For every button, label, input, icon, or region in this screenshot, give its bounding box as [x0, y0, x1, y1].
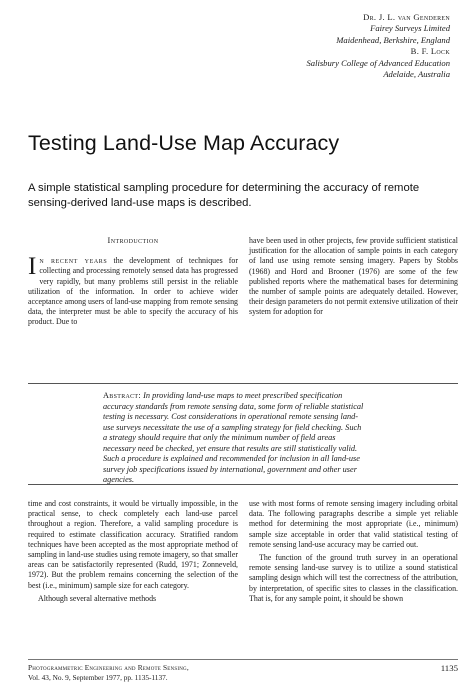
paragraph: have been used in other projects, few provide sufficient statistical justification for the allocation of sample points in each category of land use using remote sensing imagery. Papers by Stobbs (1968) and Hord and Brooner (1976) are some of the few published reports where the mathematical bases for determining the number of sample points are adequately detailed. However, their design parameters do not permit extensive utilization of their system for adoption for [249, 236, 458, 317]
abstract-top-rule [28, 383, 458, 384]
journal-name: Photogrammetric Engineering and Remote Sensing, [28, 663, 189, 672]
author-organization: Fairey Surveys Limited [370, 23, 450, 34]
abstract-label: Abstract: [103, 391, 142, 400]
page-number: 1135 [440, 663, 458, 673]
body-column-2 [249, 236, 458, 318]
author-organization: Salisbury College of Advanced Education [306, 57, 450, 68]
paragraph: time and cost constraints, it would be virtually impossible, in the practical sense, to check completely each land-use parcel throughout a region. Therefore, a valid sampling procedure is required to estimate classification accuracy. Stratified random techniques have been accepted as the most appropriate method of sampling in land-use studies using remote imagery, so that smaller areas can be satisfactorily represented (Rudd, 1971; Zonneveld, 1972). But the problem remains concerning the selection of the best (i.e., minimum) sample size for each category. [28, 499, 238, 590]
journal-volume: Vol. 43, No. 9, September 1977, pp. 1135-1137. [28, 672, 168, 682]
journal-citation [28, 663, 388, 682]
author-location: Maidenhead, Berkshire, England [336, 34, 450, 45]
section-heading: Introduction [107, 236, 159, 245]
paragraph: The function of the ground truth survey in an operational remote sensing land-use survey is to utilize a sound statistical sampling design which will test the correctness of the attribution, by interpretation, of specific sites to classes in the classification. That is, for any sample point, it should be shown [249, 553, 458, 603]
author-location: Adelaide, Australia [383, 69, 450, 80]
lead-in: n recent years [39, 256, 108, 266]
abstract-bottom-rule [28, 484, 458, 485]
paragraph: use with most forms of remote sensing imagery including orbital data. The following paragraphs describe a simple yet reliable method for determining the most appropriate (i.e., minimum) sample size acceptable in order that valid statistical testing of remote sensing land-use accuracy may be carried out. [249, 499, 458, 549]
intro-text: the development of techniques for collecting and processing remotely sensed data has progressed very rapidly, but many problems still persist in the reliable utilization of the information. In order to achieve wider acceptance among users of land-use mapping from remote sensing data, the interpreter must be able to specify the accuracy of his product. Due to [28, 256, 238, 327]
body-column-3 [28, 499, 238, 604]
intro-paragraph [28, 253, 238, 327]
paper-title: Testing Land-Use Map Accuracy [28, 131, 340, 155]
abstract-text: In providing land-use maps to meet prescribed specification accuracy standards from remote sensing data, some form of reliable statistical testing is necessary. Cost considerations in operational remote sensing land-use surveys necessitate the use of a sampling strategy for field checking. Such a strategy should require that only the minimum number of field areas necessary need be checked, yet ensure that results are still statistically valid. Such a procedure is explained and recommended for inclusion in all land-use survey job specifications issued by international, government and other user agencies. [103, 391, 364, 484]
abstract [103, 391, 365, 486]
author-name: B. F. Lock [410, 46, 450, 57]
paper-subtitle: A simple statistical sampling procedure for determining the accuracy of remote sensing-derived land-use maps is described. [28, 182, 420, 209]
footer-rule [28, 659, 458, 660]
body-column-4 [249, 499, 458, 604]
author-affiliations [150, 12, 450, 80]
drop-cap: I [28, 253, 37, 281]
author-name: Dr. J. L. van Genderen [363, 12, 450, 22]
body-column-1 [28, 236, 238, 328]
paragraph: Although several alternative methods [38, 593, 157, 603]
